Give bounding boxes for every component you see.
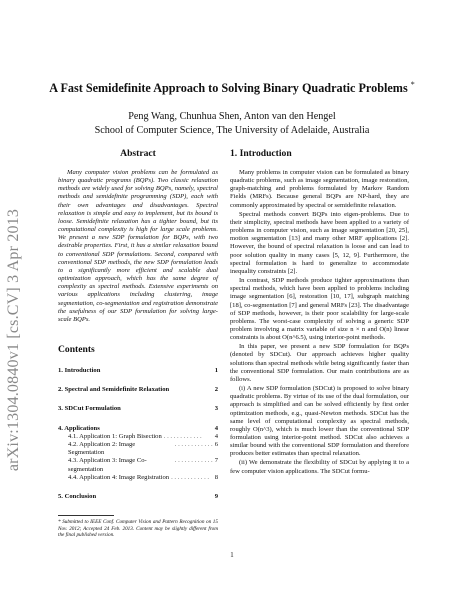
toc-page: 7: [214, 457, 218, 465]
toc-leader: . . . . . . . . . . . .: [174, 457, 213, 465]
toc-row[interactable]: [58, 493, 218, 501]
toc-row[interactable]: [58, 433, 218, 441]
page-number: 1: [230, 552, 234, 559]
left-column: [58, 148, 218, 539]
toc-row[interactable]: [58, 386, 218, 394]
intro-paragraph: Spectral methods convert BQPs into eigen-problems. Due to their simplicity, spectral methods have been applied to a variety of problems in computer vision, such as image segmentation [20, 25], motion segmentation [13] and many other MRF applications [2]. However, the bound of spectral relaxation is loose and can lead to poor solution quality in many cases [5, 12, 9]. Furthermore, the spectral formulation is hard to generalize to accommodate inequality constraints [2].: [230, 210, 409, 275]
abstract-heading: Abstract: [120, 148, 156, 159]
table-of-contents: [58, 367, 218, 501]
arxiv-stamp-text: arXiv:1304.0840v1 [cs.CV] 3 Apr 2013: [5, 208, 23, 472]
toc-page: 4: [214, 432, 218, 440]
intro-paragraph: In this paper, we present a new SDP formulation for BQPs (denoted by SDCut). Our approach achieves higher quality solutions than spectral methods while being significantly faster than the conventional SDP formulation. Our main contributions are as follows.: [230, 343, 409, 383]
abstract-text: Many computer vision problems can be formulated as binary quadratic programs (BQPs). Two classic relaxation methods are widely used for solving BQPs, namely, spectral methods and semidefinite programming (SDP), each with their own advantages and disadvantages. Spectral relaxation is simple and easy to implement, but its bound is loose. Semidefinite relaxation has a tighter bound, but its computational complexity is high for large scale problems. We present a new SDP formulation for BQPs, with two desirable properties. First, it has a similar relaxation bound to conventional SDP formulations. Second, compared with conventional SDP methods, the new SDP formulation leads to a significantly more efficient and scalable dual optimization approach, which has the same degree of complexity as spectral methods. Extensive experiments on various applications including clustering, image segmentation, co-segmentation and registration demonstrate the usefulness of our SDP formulation for solving large-scale BQPs.: [58, 169, 218, 323]
right-column: [230, 148, 409, 476]
toc-row[interactable]: [58, 474, 218, 482]
paper-affiliation: School of Computer Science, The University of Adelaide, Australia: [94, 125, 370, 136]
toc-row[interactable]: [58, 367, 218, 375]
contents-heading: Contents: [58, 343, 95, 355]
toc-page: 2: [214, 386, 218, 394]
paper-title: [30, 80, 434, 96]
intro-paragraph: (ii) We demonstrate the flexibility of SDCut by applying it to a few computer vision applications. The SDCut formu-: [230, 459, 409, 475]
toc-row[interactable]: [58, 405, 218, 413]
toc-label: 1. Introduction: [58, 366, 101, 374]
toc-leader: . . . . . . . . . . . .: [174, 440, 213, 448]
toc-page: 4: [214, 424, 218, 432]
toc-label: 4.4. Application 4: Image Registration: [68, 473, 170, 481]
toc-page: 9: [214, 493, 218, 500]
toc-label: 4.3. Application 3: Image Co-segmentation: [68, 457, 147, 473]
paper-title-text: A Fast Semidefinite Approach to Solving Binary Quadratic Problems: [49, 81, 408, 96]
introduction-heading: 1. Introduction: [230, 148, 292, 159]
toc-label: 2. Spectral and Semidefinite Relaxation: [58, 386, 170, 394]
toc-row[interactable]: [58, 425, 218, 433]
title-footnote-mark: *: [410, 80, 415, 89]
toc-row[interactable]: [58, 441, 218, 457]
intro-paragraph: In contrast, SDP methods produce tighter approximations than spectral methods, which have been applied to problems including image segmentation [6], restoration [10, 17], subgraph matching [18], co-segmentation [7] and general MRFs [23]. The disadvantage of SDP methods, however, is their poor scalability for large-scale problems. The worst-case complexity of solving a generic SDP problem involving a matrix variable of size n × n and O(n) linear constraints is about O(n^6.5), using interior-point methods.: [230, 277, 409, 342]
toc-page: 6: [214, 440, 218, 448]
paper-authors: Peng Wang, Chunhua Shen, Anton van den Hengel: [128, 111, 336, 122]
arxiv-stamp: [3, 180, 25, 500]
toc-page: 8: [214, 473, 218, 481]
toc-leader: . . . . . . . . . . . .: [163, 432, 202, 440]
toc-row[interactable]: [58, 457, 218, 473]
toc-label: 4.2. Application 2: Image Segmentation: [68, 440, 136, 457]
toc-label: 4. Applications: [58, 424, 100, 432]
toc-label: 5. Conclusion: [58, 493, 97, 500]
toc-page: 3: [214, 405, 218, 413]
footnote: * Submitted to IEEE Conf. Computer Vision and Pattern Recognition on 15 Nov. 2012; Accepted 24 Feb. 2013. Content may be slightly different from the final published version.: [58, 519, 218, 539]
toc-leader: . . . . . . . . . . . .: [171, 473, 210, 481]
footnote-divider: [58, 515, 114, 516]
toc-page: 1: [214, 366, 218, 374]
toc-label: 3. SDCut Formulation: [58, 405, 121, 413]
intro-paragraph: Many problems in computer vision can be formulated as binary quadratic problems, such as image segmentation, image restoration, graph-matching and problems formulated by Markov Random Fields (MRFs). Because general BQPs are NP-hard, they are commonly approximated by spectral or semidefinite relaxation.: [230, 169, 409, 209]
toc-label: 4.1. Application 1: Graph Bisection: [68, 432, 162, 440]
intro-paragraph: (i) A new SDP formulation (SDCut) is proposed to solve binary quadratic problems. By virtue of its use of the dual formulation, our approach is simplified and can be solved efficiently by first order optimization methods, e.g., quasi-Newton methods. SDCut has the same level of computational complexity as spectral methods, roughly O(n^3), which is much lower than the conventional SDP formulation using interior-point method. SDCut also achieves a similar bound with the conventional SDP formulation and therefore produces better estimates than spectral relaxation.: [230, 385, 409, 458]
